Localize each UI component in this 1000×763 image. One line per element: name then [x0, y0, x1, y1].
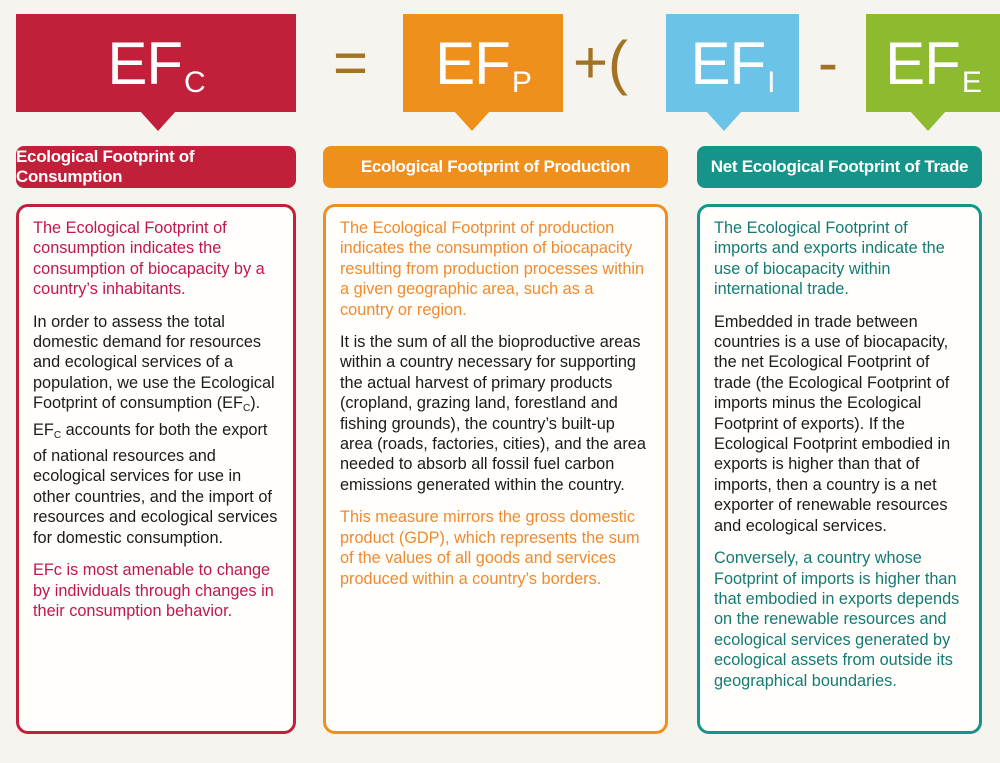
- ef-exports-bubble: [866, 14, 1000, 112]
- consumption-intro: The Ecological Footprint of consumption indicates the consumption of biocapacity by a country’s inhabitants.: [33, 219, 265, 299]
- consumption-body-subscript: C: [242, 403, 251, 415]
- production-box: [323, 204, 668, 734]
- trade-closing: Conversely, a country whose Footprint of imports is higher than that embodied in exports depends on the renewable resources and ecological services generated by ecological assets from outside its geographical boundaries.: [714, 549, 960, 690]
- consumption-header: Ecological Footprint of Consumption: [16, 146, 296, 188]
- consumption-closing: EFc is most amenable to change by individuals through changes in their consumption behavior.: [33, 561, 274, 620]
- consumption-body-part: In order to assess the total domestic demand for resources and ecological services of a population, we use the Ecological Footprint of consumption (EF: [33, 312, 275, 413]
- ef-exports-main: EF: [885, 29, 960, 97]
- ef-production-bubble: [403, 14, 563, 112]
- minus-operator: -: [818, 29, 838, 96]
- ef-exports-symbol: [866, 14, 1000, 112]
- trade-box: [697, 204, 982, 734]
- consumption-body-part: accounts for both the export of national resources and ecological services for use in other countries, and the import of resources and ecological services for domestic consumption.: [33, 420, 278, 547]
- ef-imports-sub: I: [767, 66, 775, 99]
- ef-consumption-main: EF: [107, 29, 182, 97]
- trade-body: Embedded in trade between countries is a use of biocapacity, the net Ecological Footprint of trade (the Ecological Footprint of imports minus the Ecological Footprint of exports). If the Ecological Footprint embodied in exports is higher than that of imports, then a country is a net exporter of renewable resources and ecological services.: [714, 312, 951, 535]
- consumption-box: [16, 204, 296, 734]
- ef-production-main: EF: [435, 29, 510, 97]
- ef-consumption-bubble: [16, 14, 296, 112]
- consumption-body-part: ). EF: [33, 394, 261, 439]
- consumption-body: [33, 312, 279, 548]
- plus-paren-operator: +(: [573, 29, 629, 96]
- ef-consumption-sub: C: [184, 66, 205, 99]
- consumption-body-subscript: C: [53, 429, 62, 441]
- ef-imports-symbol: [666, 14, 799, 112]
- bubble-tail: [140, 111, 176, 131]
- production-intro: The Ecological Footprint of production indicates the consumption of biocapacity resulting from production processes within a given geographic area, such as a country or region.: [340, 219, 645, 319]
- ef-imports-bubble: [666, 14, 799, 112]
- trade-header: Net Ecological Footprint of Trade: [697, 146, 982, 188]
- bubble-tail: [454, 111, 490, 131]
- ef-exports-sub: E: [961, 66, 981, 99]
- bubble-tail: [706, 111, 742, 131]
- trade-intro: The Ecological Footprint of imports and exports indicate the use of biocapacity within international trade.: [714, 219, 945, 299]
- ef-consumption-symbol: [16, 14, 296, 112]
- equals-operator: =: [333, 29, 369, 96]
- production-header: Ecological Footprint of Production: [323, 146, 668, 188]
- production-closing: This measure mirrors the gross domestic product (GDP), which represents the sum of the values of all goods and services produced within a country’s borders.: [340, 508, 640, 588]
- ef-imports-main: EF: [690, 29, 766, 97]
- ef-production-sub: P: [511, 66, 531, 99]
- ef-production-symbol: [403, 14, 563, 112]
- production-body: It is the sum of all the bioproductive areas within a country necessary for supporting the actual harvest of primary products (cropland, grazing land, forestland and fishing grounds), the country’s built-up area (roads, factories, cities), and the area needed to absorb all fossil fuel carbon emissions generated within the country.: [340, 333, 646, 494]
- bubble-tail: [910, 111, 946, 131]
